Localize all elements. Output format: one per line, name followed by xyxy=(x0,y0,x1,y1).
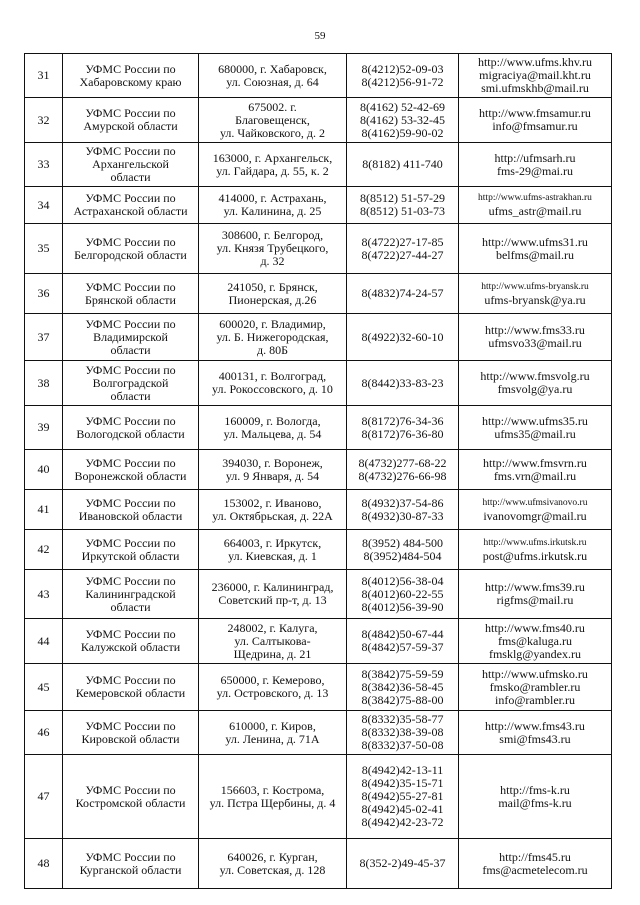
table-row xyxy=(25,711,612,755)
address-line: д. 32 xyxy=(260,254,285,268)
website-email-line: http://www.fms40.ru xyxy=(485,620,585,635)
phone-line: 8(4162) 53-32-45 xyxy=(360,112,445,127)
address-line: 610000, г. Киров, xyxy=(229,718,316,733)
website-email-line: http://www.ufms.irkutsk.ru xyxy=(483,537,587,548)
address-line: 600020, г. Владимир, xyxy=(219,316,326,331)
row-number-cell: 31 xyxy=(25,54,63,98)
address-line: 248002, г. Калуга, xyxy=(227,620,318,635)
website-email-line: ufms_astr@mail.ru xyxy=(488,204,582,218)
phone-line: 8(4012)56-39-90 xyxy=(361,599,444,614)
phone-line: 8(4942)35-15-71 xyxy=(361,776,444,790)
organization-line: УФМС России по xyxy=(85,191,176,205)
phone-cell xyxy=(347,54,459,98)
phone-line: 8(4942)55-27-81 xyxy=(361,789,444,803)
organization-cell xyxy=(63,664,199,711)
website-email-line: ufmsvo33@mail.ru xyxy=(488,336,582,350)
website-email-cell xyxy=(459,450,612,490)
website-email-line: smi@fms43.ru xyxy=(499,731,571,746)
organization-line: УФМС России по xyxy=(85,535,176,550)
website-email-line: belfms@mail.ru xyxy=(495,247,575,262)
row-number-cell: 46 xyxy=(25,711,63,755)
phone-cell xyxy=(347,664,459,711)
address-cell xyxy=(199,224,347,274)
website-email-cell xyxy=(459,839,612,889)
address-line: Щедрина, д. 21 xyxy=(233,646,312,661)
website-email-cell xyxy=(459,619,612,664)
address-cell xyxy=(199,98,347,143)
website-email-line: smi.ufmskhb@mail.ru xyxy=(481,81,589,95)
website-email-line: fms@acmetelecom.ru xyxy=(482,862,588,877)
phone-line: 8(8182) 411-740 xyxy=(362,157,443,171)
organization-line: УФМС России по xyxy=(85,782,176,797)
row-number-cell: 38 xyxy=(25,361,63,406)
table-row xyxy=(25,187,612,224)
table-row xyxy=(25,664,612,711)
organization-cell xyxy=(63,570,199,619)
organization-cell xyxy=(63,187,199,224)
organization-line: Белгородской области xyxy=(74,247,187,262)
table-row xyxy=(25,361,612,406)
page-number: 59 xyxy=(314,30,326,42)
website-email-line: ivanovomgr@mail.ru xyxy=(483,508,587,523)
address-line: 163000, г. Архангельск, xyxy=(212,150,333,165)
address-line: 650000, г. Кемерово, xyxy=(220,673,325,687)
address-cell xyxy=(199,755,347,839)
phone-line: 8(4212)56-91-72 xyxy=(361,74,444,89)
organization-cell xyxy=(63,619,199,664)
website-email-cell xyxy=(459,143,612,187)
phone-line: 8(8512) 51-57-29 xyxy=(360,191,445,205)
organization-line: области xyxy=(110,342,151,357)
table-row xyxy=(25,54,612,98)
organization-cell xyxy=(63,54,199,98)
organization-line: Волгоградской xyxy=(92,375,169,390)
phone-line: 8(4842)50-67-44 xyxy=(361,627,444,641)
phone-cell xyxy=(347,98,459,143)
organization-line: Архангельской xyxy=(92,157,169,171)
phone-line: 8(8442)33-83-23 xyxy=(361,375,444,390)
organization-line: УФМС России по xyxy=(85,849,176,864)
phone-line: 8(3952) 484-500 xyxy=(362,535,443,550)
row-number-cell: 45 xyxy=(25,664,63,711)
website-email-line: http://fms-k.ru xyxy=(500,782,570,797)
website-email-cell xyxy=(459,570,612,619)
phone-cell xyxy=(347,187,459,224)
website-email-cell xyxy=(459,274,612,314)
phone-line: 8(4932)30-87-33 xyxy=(361,508,444,523)
organization-line: УФМС России по xyxy=(85,718,176,733)
organization-line: Владимирской xyxy=(93,329,168,344)
website-email-line: http://www.fms43.ru xyxy=(485,718,585,733)
phone-cell xyxy=(347,406,459,450)
address-line: ул. Пстра Щербины, д. 4 xyxy=(209,795,336,810)
phone-line: 8(4832)74-24-57 xyxy=(361,286,444,300)
row-number-cell: 36 xyxy=(25,274,63,314)
organization-line: области xyxy=(110,388,151,403)
phone-line: 8(4942)45-02-41 xyxy=(361,802,444,816)
row-number-cell: 32 xyxy=(25,98,63,143)
organization-line: Вологодской области xyxy=(76,426,185,441)
address-cell xyxy=(199,530,347,570)
address-cell xyxy=(199,406,347,450)
organization-cell xyxy=(63,143,199,187)
website-email-line: http://www.fmsvrn.ru xyxy=(483,455,587,470)
address-line: ул. Советская, д. 128 xyxy=(219,862,326,877)
phone-cell xyxy=(347,490,459,530)
website-email-line: http://www.ufms.khv.ru xyxy=(477,55,593,69)
organization-cell xyxy=(63,406,199,450)
website-email-line: http://www.fmsamur.ru xyxy=(479,106,591,120)
table-row xyxy=(25,98,612,143)
organization-line: УФМС России по xyxy=(85,495,176,510)
phone-line: 8(4922)32-60-10 xyxy=(361,329,444,344)
organization-line: Курганской области xyxy=(79,862,182,877)
table-row xyxy=(25,406,612,450)
phone-line: 8(3952)484-504 xyxy=(363,548,442,563)
phone-line: 8(4722)27-17-85 xyxy=(361,234,444,249)
address-line: ул. Салтыкова- xyxy=(234,633,311,648)
phone-line: 8(4842)57-59-37 xyxy=(361,640,444,654)
phone-cell xyxy=(347,224,459,274)
address-line: ул. Ленина, д. 71А xyxy=(225,731,320,746)
organization-line: УФМС России по xyxy=(85,61,176,76)
address-cell xyxy=(199,711,347,755)
address-line: ул. Рокоссовского, д. 10 xyxy=(212,382,333,396)
website-email-cell xyxy=(459,187,612,224)
website-email-cell xyxy=(459,54,612,98)
phone-line: 8(4942)42-13-11 xyxy=(361,763,444,777)
organization-line: Калужской области xyxy=(80,640,181,654)
website-email-line: http://www.fms33.ru xyxy=(485,323,585,337)
address-cell xyxy=(199,361,347,406)
address-line: 160009, г. Вологда, xyxy=(224,413,321,428)
phone-line: 8(4162)59-90-02 xyxy=(361,125,444,140)
phone-line: 8(352-2)49-45-37 xyxy=(359,856,446,870)
phone-line: 8(4932)37-54-86 xyxy=(361,495,444,510)
address-line: 153002, г. Иваново, xyxy=(223,495,322,510)
table-row xyxy=(25,143,612,187)
phone-cell xyxy=(347,711,459,755)
organization-line: Астраханской области xyxy=(73,204,188,218)
address-line: ул. Гайдара, д. 55, к. 2 xyxy=(216,163,329,178)
organization-line: УФМС России по xyxy=(85,455,176,470)
website-email-line: fms@kaluga.ru xyxy=(497,633,573,648)
phone-cell xyxy=(347,839,459,889)
address-line: 236000, г. Калининград, xyxy=(211,580,334,594)
organization-cell xyxy=(63,490,199,530)
organization-line: УФМС России по xyxy=(85,144,176,158)
row-number-cell: 48 xyxy=(25,839,63,889)
phone-line: 8(8332)35-58-77 xyxy=(361,712,444,726)
address-line: 400131, г. Волгоград, xyxy=(218,369,327,383)
phone-line: 8(4722)27-44-27 xyxy=(361,247,444,262)
organization-cell xyxy=(63,450,199,490)
address-cell xyxy=(199,274,347,314)
phone-line: 8(4732)276-66-98 xyxy=(358,468,447,483)
website-email-line: post@ufms.irkutsk.ru xyxy=(482,548,588,563)
organization-line: УФМС России по xyxy=(85,413,176,428)
website-email-line: http://www.fms39.ru xyxy=(485,580,585,594)
table-body xyxy=(25,54,612,889)
address-line: ул. Октябрьская, д. 22А xyxy=(212,508,333,523)
address-line: Советский пр-т, д. 13 xyxy=(218,593,327,607)
website-email-line: http://www.ufms-astrakhan.ru xyxy=(478,193,592,203)
website-email-cell xyxy=(459,98,612,143)
phone-line: 8(4732)277-68-22 xyxy=(358,455,447,470)
organization-line: УФМС России по xyxy=(85,316,176,331)
address-line: ул. Мальцева, д. 54 xyxy=(223,426,322,441)
organization-line: УФМС России по xyxy=(85,627,176,641)
website-email-cell xyxy=(459,314,612,361)
website-email-cell xyxy=(459,530,612,570)
phone-cell xyxy=(347,619,459,664)
address-line: 394030, г. Воронеж, xyxy=(222,455,323,470)
website-email-line: info@fmsamur.ru xyxy=(492,119,578,133)
address-line: ул. Союзная, д. 64 xyxy=(226,74,319,89)
phone-line: 8(3842)75-88-00 xyxy=(361,692,444,707)
phone-line: 8(4162) 52-42-69 xyxy=(360,99,445,114)
table-row xyxy=(25,224,612,274)
address-line: 414000, г. Астрахань, xyxy=(218,191,327,205)
website-email-line: http://www.fmsvolg.ru xyxy=(480,369,590,383)
website-email-line: fmsvolg@ya.ru xyxy=(497,382,573,396)
address-cell xyxy=(199,664,347,711)
organization-line: Амурской области xyxy=(83,119,178,133)
phone-line: 8(4012)60-22-55 xyxy=(361,586,444,601)
row-number-cell: 35 xyxy=(25,224,63,274)
website-email-cell xyxy=(459,224,612,274)
organization-line: Калининградской xyxy=(85,586,176,601)
organization-line: Хабаровскому краю xyxy=(79,74,182,89)
website-email-line: migraciya@mail.kht.ru xyxy=(479,68,591,82)
address-line: ул. Островского, д. 13 xyxy=(216,686,329,700)
website-email-line: http://www.ufms31.ru xyxy=(482,234,588,249)
row-number-cell: 40 xyxy=(25,450,63,490)
phone-cell xyxy=(347,755,459,839)
phone-cell xyxy=(347,361,459,406)
website-email-line: http://www.ufms35.ru xyxy=(482,413,588,428)
website-email-cell xyxy=(459,711,612,755)
organization-line: УФМС России по xyxy=(85,234,176,249)
row-number-cell: 41 xyxy=(25,490,63,530)
address-cell xyxy=(199,570,347,619)
website-email-line: info@rambler.ru xyxy=(494,692,576,707)
address-cell xyxy=(199,619,347,664)
organization-cell xyxy=(63,711,199,755)
phone-line: 8(3842)36-58-45 xyxy=(361,679,444,694)
website-email-line: http://www.ufmsivanovo.ru xyxy=(482,497,588,508)
row-number-cell: 33 xyxy=(25,143,63,187)
address-cell xyxy=(199,187,347,224)
table-row xyxy=(25,755,612,839)
address-line: ул. Чайковского, д. 2 xyxy=(219,125,326,140)
table-row xyxy=(25,314,612,361)
phone-line: 8(4942)42-23-72 xyxy=(361,815,444,829)
organization-line: УФМС России по xyxy=(85,362,176,377)
row-number-cell: 43 xyxy=(25,570,63,619)
organization-line: Кировской области xyxy=(81,731,180,746)
organization-cell xyxy=(63,530,199,570)
row-number-cell: 47 xyxy=(25,755,63,839)
table-row xyxy=(25,619,612,664)
phone-line: 8(8332)38-39-08 xyxy=(361,725,444,739)
website-email-line: http://www.ufms-bryansk.ru xyxy=(481,281,589,292)
table-row xyxy=(25,570,612,619)
address-line: 156603, г. Кострома, xyxy=(220,782,325,797)
website-email-cell xyxy=(459,490,612,530)
table-row xyxy=(25,450,612,490)
organization-cell xyxy=(63,224,199,274)
table-row xyxy=(25,274,612,314)
address-line: 241050, г. Брянск, xyxy=(227,279,318,294)
address-line: 675002. г. xyxy=(248,99,297,114)
website-email-line: fmsko@rambler.ru xyxy=(489,679,581,694)
phone-line: 8(8172)76-34-36 xyxy=(361,413,444,428)
row-number-cell: 34 xyxy=(25,187,63,224)
address-line: ул. Князя Трубецкого, xyxy=(216,241,329,255)
address-line: 680000, г. Хабаровск, xyxy=(218,61,327,76)
organization-cell xyxy=(63,755,199,839)
row-number-cell: 37 xyxy=(25,314,63,361)
organization-line: Кемеровской области xyxy=(75,686,186,700)
organization-line: области xyxy=(110,170,151,184)
website-email-line: fms-29@mai.ru xyxy=(496,163,574,178)
address-line: Пионерская, д.26 xyxy=(228,292,317,307)
website-email-line: http://www.ufmsko.ru xyxy=(482,666,588,681)
organization-cell xyxy=(63,361,199,406)
table-row xyxy=(25,530,612,570)
address-line: 308600, г. Белгород, xyxy=(221,228,324,242)
website-email-cell xyxy=(459,664,612,711)
table-row xyxy=(25,839,612,889)
website-email-line: fms.vrn@mail.ru xyxy=(493,468,577,483)
organization-line: УФМС России по xyxy=(85,673,176,687)
address-line: ул. Б. Нижегородская, xyxy=(216,329,329,344)
phone-line: 8(8512) 51-03-73 xyxy=(360,204,445,218)
organization-line: УФМС России по xyxy=(85,106,176,120)
website-email-cell xyxy=(459,361,612,406)
table-row xyxy=(25,490,612,530)
website-email-line: ufms-bryansk@ya.ru xyxy=(484,292,586,307)
website-email-line: rigfms@mail.ru xyxy=(496,593,574,607)
organization-line: Брянской области xyxy=(85,292,176,307)
row-number-cell: 44 xyxy=(25,619,63,664)
address-line: 664003, г. Иркутск, xyxy=(223,535,322,550)
website-email-line: mail@fms-k.ru xyxy=(498,795,572,810)
phone-line: 8(8172)76-36-80 xyxy=(361,426,444,441)
phone-cell xyxy=(347,450,459,490)
website-email-cell xyxy=(459,755,612,839)
phone-line: 8(4012)56-38-04 xyxy=(361,573,444,588)
address-line: ул. Киевская, д. 1 xyxy=(228,548,317,563)
organization-line: области xyxy=(110,599,151,614)
row-number-cell: 39 xyxy=(25,406,63,450)
phone-cell xyxy=(347,143,459,187)
phone-line: 8(8332)37-50-08 xyxy=(361,738,444,752)
website-email-line: http://fms45.ru xyxy=(499,849,571,864)
organization-line: УФМС России по xyxy=(85,279,176,294)
address-line: ул. Калинина, д. 25 xyxy=(223,204,322,218)
organization-line: Воронежской области xyxy=(74,468,187,483)
organization-cell xyxy=(63,274,199,314)
address-line: 640026, г. Курган, xyxy=(227,849,318,864)
phone-cell xyxy=(347,274,459,314)
address-cell xyxy=(199,490,347,530)
phone-cell xyxy=(347,314,459,361)
row-number-cell: 42 xyxy=(25,530,63,570)
organization-line: Костромской области xyxy=(75,795,186,810)
address-cell xyxy=(199,314,347,361)
organization-cell xyxy=(63,314,199,361)
address-line: д. 80Б xyxy=(257,342,288,357)
address-cell xyxy=(199,143,347,187)
phone-line: 8(4212)52-09-03 xyxy=(361,61,444,76)
phone-line: 8(3842)75-59-59 xyxy=(361,666,444,681)
website-email-line: http://ufmsarh.ru xyxy=(494,150,576,165)
website-email-line: ufms35@mail.ru xyxy=(494,426,576,441)
address-line: Благовещенск, xyxy=(235,112,310,127)
website-email-cell xyxy=(459,406,612,450)
address-line: ул. 9 Января, д. 54 xyxy=(225,468,320,483)
address-cell xyxy=(199,839,347,889)
organization-line: УФМС России по xyxy=(85,573,176,588)
organization-cell xyxy=(63,98,199,143)
organization-line: Иркутской области xyxy=(81,548,180,563)
address-cell xyxy=(199,54,347,98)
phone-cell xyxy=(347,570,459,619)
organization-cell xyxy=(63,839,199,889)
fms-directory-table xyxy=(24,53,612,889)
phone-cell xyxy=(347,530,459,570)
website-email-line: fmsklg@yandex.ru xyxy=(488,646,582,661)
address-cell xyxy=(199,450,347,490)
organization-line: Ивановской области xyxy=(78,508,183,523)
